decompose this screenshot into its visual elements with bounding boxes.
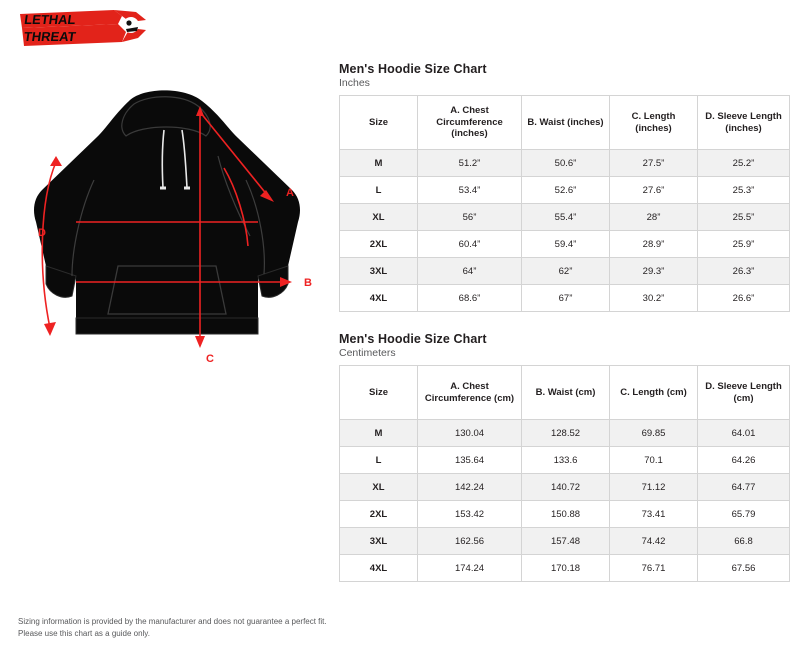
diagram-label-a: A [286, 187, 294, 199]
cell-sleeve: 67.56 [698, 555, 790, 582]
svg-text:THREAT: THREAT [22, 29, 77, 44]
table-row [340, 150, 790, 177]
cell-waist: 140.72 [522, 474, 610, 501]
cell-sleeve: 26.3” [698, 258, 790, 285]
cell-waist: 62” [522, 258, 610, 285]
cell-length: 28” [610, 204, 698, 231]
table-row [340, 285, 790, 312]
cell-sleeve: 64.26 [698, 447, 790, 474]
size-chart-centimeters [339, 332, 789, 582]
cell-chest: 130.04 [418, 420, 522, 447]
cell-sleeve: 25.9” [698, 231, 790, 258]
column-header-waist: B. Waist (cm) [522, 366, 610, 420]
cell-chest: 53.4” [418, 177, 522, 204]
cell-chest: 68.6” [418, 285, 522, 312]
column-header-size: Size [340, 366, 418, 420]
table-row [340, 204, 790, 231]
diagram-label-d: D [38, 227, 46, 239]
cell-size: 2XL [340, 231, 418, 258]
size-chart-inches [339, 62, 789, 312]
cell-waist: 170.18 [522, 555, 610, 582]
table-row [340, 258, 790, 285]
cell-chest: 135.64 [418, 447, 522, 474]
cell-sleeve: 25.2” [698, 150, 790, 177]
cell-sleeve: 64.77 [698, 474, 790, 501]
cell-sleeve: 26.6” [698, 285, 790, 312]
cell-chest: 51.2” [418, 150, 522, 177]
cell-waist: 50.6” [522, 150, 610, 177]
disclaimer-line-2: Please use this chart as a guide only. [18, 629, 150, 639]
cell-length: 69.85 [610, 420, 698, 447]
column-header-size: Size [340, 96, 418, 150]
cell-chest: 142.24 [418, 474, 522, 501]
cell-length: 74.42 [610, 528, 698, 555]
cell-chest: 56” [418, 204, 522, 231]
cell-length: 76.71 [610, 555, 698, 582]
cell-size: XL [340, 204, 418, 231]
cell-length: 70.1 [610, 447, 698, 474]
cell-size: 4XL [340, 285, 418, 312]
column-header-length: C. Length (inches) [610, 96, 698, 150]
column-header-chest: A. Chest Circumference (cm) [418, 366, 522, 420]
cell-chest: 60.4” [418, 231, 522, 258]
cell-sleeve: 66.8 [698, 528, 790, 555]
chart-subtitle-centimeters: Centimeters [339, 347, 396, 359]
cell-length: 73.41 [610, 501, 698, 528]
cell-size: M [340, 420, 418, 447]
cell-size: 2XL [340, 501, 418, 528]
chart-title-inches: Men's Hoodie Size Chart [339, 62, 487, 76]
cell-length: 29.3” [610, 258, 698, 285]
cell-waist: 67” [522, 285, 610, 312]
cell-sleeve: 64.01 [698, 420, 790, 447]
table-row [340, 231, 790, 258]
cell-sleeve: 65.79 [698, 501, 790, 528]
cell-sleeve: 25.5” [698, 204, 790, 231]
table-row [340, 420, 790, 447]
cell-waist: 150.88 [522, 501, 610, 528]
hoodie-silhouette [34, 90, 300, 334]
cell-size: 4XL [340, 555, 418, 582]
cell-size: M [340, 150, 418, 177]
column-header-length: C. Length (cm) [610, 366, 698, 420]
mens-hoodie-measurement-diagram [10, 70, 330, 370]
column-header-sleeve: D. Sleeve Length (cm) [698, 366, 790, 420]
cell-size: L [340, 177, 418, 204]
table-row [340, 474, 790, 501]
cell-size: 3XL [340, 528, 418, 555]
size-table-centimeters [339, 365, 790, 582]
cell-length: 27.6” [610, 177, 698, 204]
cell-size: 3XL [340, 258, 418, 285]
table-header-row [340, 366, 790, 420]
cell-chest: 174.24 [418, 555, 522, 582]
cell-waist: 157.48 [522, 528, 610, 555]
cell-waist: 133.6 [522, 447, 610, 474]
table-row [340, 528, 790, 555]
column-header-chest: A. Chest Circumference (inches) [418, 96, 522, 150]
diagram-label-c: C [206, 353, 214, 365]
diagram-label-b: B [304, 277, 312, 289]
cell-sleeve: 25.3” [698, 177, 790, 204]
svg-text:LETHAL: LETHAL [23, 12, 77, 27]
column-header-waist: B. Waist (inches) [522, 96, 610, 150]
chart-title-centimeters: Men's Hoodie Size Chart [339, 332, 487, 346]
cell-size: XL [340, 474, 418, 501]
cell-length: 30.2” [610, 285, 698, 312]
cell-size: L [340, 447, 418, 474]
cell-length: 71.12 [610, 474, 698, 501]
cell-waist: 59.4” [522, 231, 610, 258]
cell-length: 28.9” [610, 231, 698, 258]
table-header-row [340, 96, 790, 150]
table-row [340, 447, 790, 474]
disclaimer [18, 616, 327, 641]
chart-subtitle-inches: Inches [339, 77, 370, 89]
cell-waist: 55.4” [522, 204, 610, 231]
cell-chest: 153.42 [418, 501, 522, 528]
table-row [340, 177, 790, 204]
disclaimer-line-1: Sizing information is provided by the manufacturer and does not guarantee a perfect fit. [18, 617, 327, 626]
size-table-inches [339, 95, 790, 312]
table-row [340, 555, 790, 582]
cell-length: 27.5” [610, 150, 698, 177]
cell-waist: 128.52 [522, 420, 610, 447]
cell-chest: 64” [418, 258, 522, 285]
table-row [340, 501, 790, 528]
size-chart-tables [339, 62, 789, 602]
cell-waist: 52.6” [522, 177, 610, 204]
lethal-threat-logo [18, 8, 148, 52]
column-header-sleeve: D. Sleeve Length (inches) [698, 96, 790, 150]
cell-chest: 162.56 [418, 528, 522, 555]
